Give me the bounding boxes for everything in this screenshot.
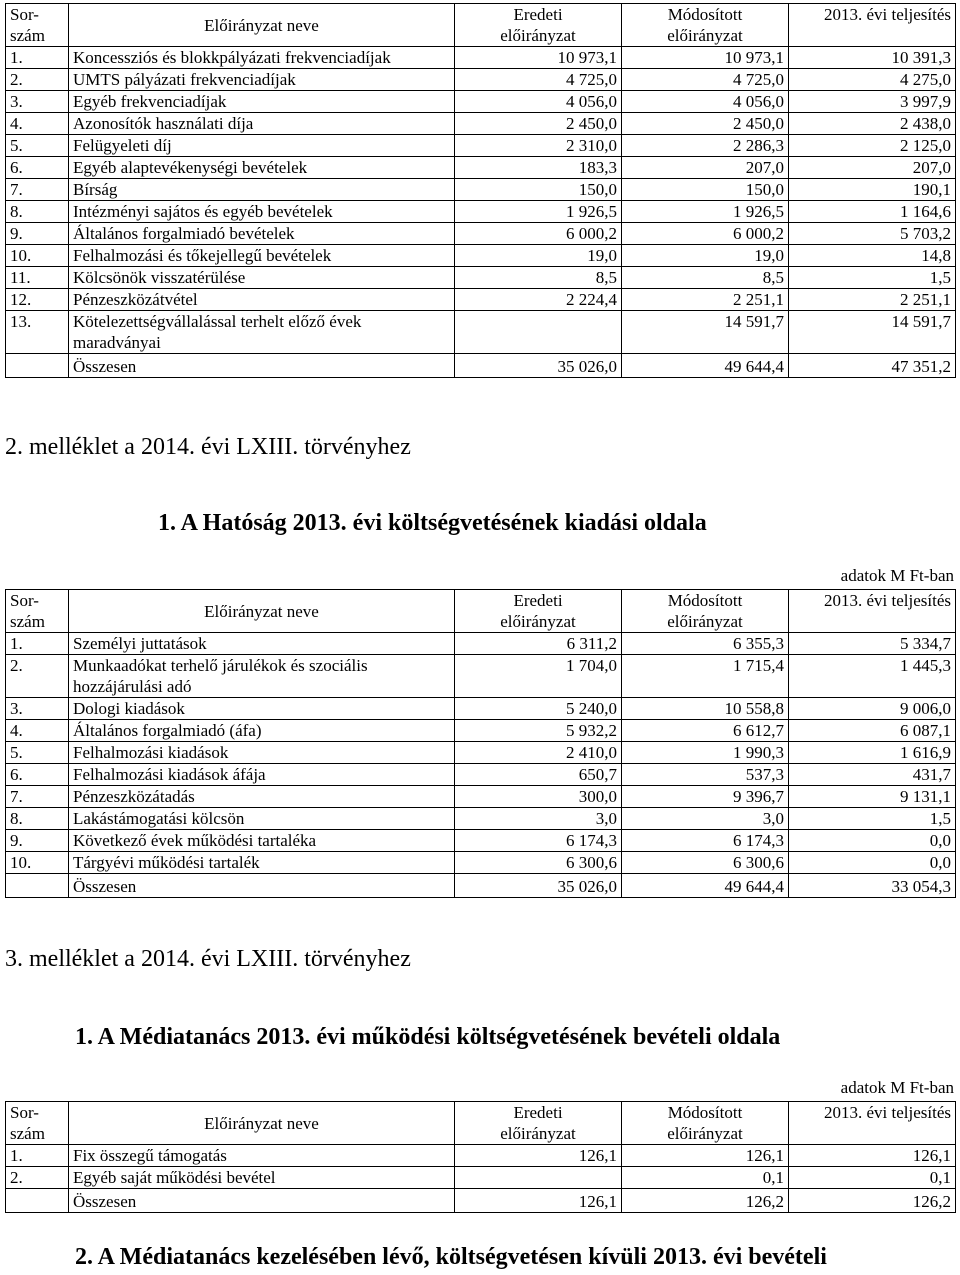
unit-label: adatok M Ft-ban bbox=[840, 566, 954, 585]
row-name: Személyi juttatások bbox=[69, 633, 455, 655]
row-teljesites: 9 131,1 bbox=[789, 786, 956, 808]
row-modositott: 2 450,0 bbox=[622, 113, 789, 135]
row-modositott: 2 286,3 bbox=[622, 135, 789, 157]
media-council-revenue-title: 1. A Médiatanács 2013. évi működési költségvetésének bevételi oldala bbox=[75, 1024, 781, 1050]
row-name: Felhalmozási és tőkejellegű bevételek bbox=[69, 245, 455, 267]
row-eredeti: 126,1 bbox=[455, 1145, 622, 1167]
revenue-table bbox=[5, 3, 956, 378]
row-number: 5. bbox=[6, 135, 69, 157]
table-row bbox=[6, 874, 956, 898]
row-modositott: 4 725,0 bbox=[622, 69, 789, 91]
table-row bbox=[6, 1189, 956, 1213]
header-sor: Sor- bbox=[10, 1103, 39, 1122]
row-eredeti: 5 932,2 bbox=[455, 720, 622, 742]
table-row bbox=[6, 655, 956, 698]
row-teljesites: 0,0 bbox=[789, 852, 956, 874]
row-teljesites: 5 334,7 bbox=[789, 633, 956, 655]
header-teljesites: 2013. évi teljesítés bbox=[789, 590, 956, 633]
row-eredeti bbox=[455, 1167, 622, 1189]
row-teljesites: 14,8 bbox=[789, 245, 956, 267]
row-eredeti bbox=[455, 311, 622, 354]
table-row bbox=[6, 633, 956, 655]
row-number: 6. bbox=[6, 764, 69, 786]
table-row bbox=[6, 742, 956, 764]
header-modositott-1: Módosított bbox=[667, 5, 743, 24]
row-name: Kötelezettségvállalással terhelt előző évek maradványai bbox=[69, 311, 455, 354]
table-row bbox=[6, 1167, 956, 1189]
row-number: 2. bbox=[6, 69, 69, 91]
row-modositott: 1 715,4 bbox=[622, 655, 789, 698]
row-modositott: 10 973,1 bbox=[622, 47, 789, 69]
row-teljesites: 0,0 bbox=[789, 830, 956, 852]
header-sorszam bbox=[6, 4, 69, 47]
row-name: Tárgyévi működési tartalék bbox=[69, 852, 455, 874]
header-modositott-2: előirányzat bbox=[667, 612, 743, 631]
header-row bbox=[6, 1102, 956, 1145]
row-eredeti: 35 026,0 bbox=[455, 354, 622, 378]
media-council-off-budget-title: 2. A Médiatanács kezelésében lévő, költségvetésen kívüli 2013. évi bevételi bbox=[75, 1244, 827, 1270]
row-modositott: 49 644,4 bbox=[622, 354, 789, 378]
header-teljesites: 2013. évi teljesítés bbox=[789, 1102, 956, 1145]
row-modositott: 1 990,3 bbox=[622, 742, 789, 764]
row-number bbox=[6, 1189, 69, 1213]
row-number: 6. bbox=[6, 157, 69, 179]
header-eredeti-1: Eredeti bbox=[513, 1103, 563, 1122]
row-eredeti: 6 300,6 bbox=[455, 852, 622, 874]
row-modositott: 3,0 bbox=[622, 808, 789, 830]
row-teljesites: 1 445,3 bbox=[789, 655, 956, 698]
row-number: 9. bbox=[6, 830, 69, 852]
row-name: Általános forgalmiadó bevételek bbox=[69, 223, 455, 245]
row-teljesites: 2 251,1 bbox=[789, 289, 956, 311]
row-name: Összesen bbox=[69, 1189, 455, 1213]
header-modositott bbox=[622, 590, 789, 633]
row-modositott: 126,2 bbox=[622, 1189, 789, 1213]
row-teljesites: 33 054,3 bbox=[789, 874, 956, 898]
header-eredeti-2: előirányzat bbox=[500, 612, 576, 631]
row-eredeti: 8,5 bbox=[455, 267, 622, 289]
table-row bbox=[6, 720, 956, 742]
unit-label: adatok M Ft-ban bbox=[840, 1078, 954, 1097]
row-eredeti: 5 240,0 bbox=[455, 698, 622, 720]
row-teljesites: 2 125,0 bbox=[789, 135, 956, 157]
row-teljesites: 3 997,9 bbox=[789, 91, 956, 113]
row-modositott: 6 300,6 bbox=[622, 852, 789, 874]
header-eredeti bbox=[455, 1102, 622, 1145]
annex-3-heading: 3. melléklet a 2014. évi LXIII. törvényhez bbox=[5, 946, 411, 972]
row-number bbox=[6, 354, 69, 378]
row-teljesites: 4 275,0 bbox=[789, 69, 956, 91]
header-name: Előirányzat neve bbox=[69, 4, 455, 47]
row-eredeti: 10 973,1 bbox=[455, 47, 622, 69]
row-eredeti: 1 704,0 bbox=[455, 655, 622, 698]
row-eredeti: 6 174,3 bbox=[455, 830, 622, 852]
table-row bbox=[6, 69, 956, 91]
row-modositott: 6 612,7 bbox=[622, 720, 789, 742]
row-number: 1. bbox=[6, 633, 69, 655]
row-number: 3. bbox=[6, 698, 69, 720]
table-row bbox=[6, 157, 956, 179]
row-name: Kölcsönök visszatérülése bbox=[69, 267, 455, 289]
row-teljesites: 14 591,7 bbox=[789, 311, 956, 354]
row-name: Pénzeszközátvétel bbox=[69, 289, 455, 311]
row-number: 10. bbox=[6, 852, 69, 874]
row-teljesites: 1,5 bbox=[789, 808, 956, 830]
header-modositott bbox=[622, 4, 789, 47]
row-name: Dologi kiadások bbox=[69, 698, 455, 720]
row-name: Pénzeszközátadás bbox=[69, 786, 455, 808]
row-teljesites: 190,1 bbox=[789, 179, 956, 201]
table-row bbox=[6, 245, 956, 267]
header-modositott-1: Módosított bbox=[667, 1103, 743, 1122]
table-row bbox=[6, 808, 956, 830]
header-modositott-2: előirányzat bbox=[667, 1124, 743, 1143]
row-modositott: 4 056,0 bbox=[622, 91, 789, 113]
table-row bbox=[6, 311, 956, 354]
row-modositott: 0,1 bbox=[622, 1167, 789, 1189]
row-eredeti: 300,0 bbox=[455, 786, 622, 808]
row-eredeti: 126,1 bbox=[455, 1189, 622, 1213]
header-row bbox=[6, 4, 956, 47]
row-teljesites: 2 438,0 bbox=[789, 113, 956, 135]
row-name: Munkaadókat terhelő járulékok és szociális hozzájárulási adó bbox=[69, 655, 455, 698]
row-teljesites: 9 006,0 bbox=[789, 698, 956, 720]
table-row bbox=[6, 354, 956, 378]
row-number: 11. bbox=[6, 267, 69, 289]
header-sor: Sor- bbox=[10, 5, 39, 24]
row-modositott: 49 644,4 bbox=[622, 874, 789, 898]
row-name: Felhalmozási kiadások bbox=[69, 742, 455, 764]
row-modositott: 6 355,3 bbox=[622, 633, 789, 655]
expenditure-table bbox=[5, 589, 956, 898]
table-row bbox=[6, 113, 956, 135]
table-row bbox=[6, 179, 956, 201]
row-number: 13. bbox=[6, 311, 69, 354]
row-number bbox=[6, 874, 69, 898]
row-eredeti: 6 000,2 bbox=[455, 223, 622, 245]
table-row bbox=[6, 830, 956, 852]
row-number: 8. bbox=[6, 201, 69, 223]
row-teljesites: 0,1 bbox=[789, 1167, 956, 1189]
row-modositott: 9 396,7 bbox=[622, 786, 789, 808]
header-eredeti-1: Eredeti bbox=[513, 591, 563, 610]
row-eredeti: 6 311,2 bbox=[455, 633, 622, 655]
row-number: 4. bbox=[6, 113, 69, 135]
table-row bbox=[6, 135, 956, 157]
row-teljesites: 207,0 bbox=[789, 157, 956, 179]
header-eredeti-2: előirányzat bbox=[500, 1124, 576, 1143]
header-row bbox=[6, 590, 956, 633]
table-row bbox=[6, 1145, 956, 1167]
row-number: 1. bbox=[6, 47, 69, 69]
row-modositott: 2 251,1 bbox=[622, 289, 789, 311]
row-name: Összesen bbox=[69, 354, 455, 378]
row-name: Általános forgalmiadó (áfa) bbox=[69, 720, 455, 742]
row-eredeti: 4 056,0 bbox=[455, 91, 622, 113]
row-name: Összesen bbox=[69, 874, 455, 898]
row-number: 5. bbox=[6, 742, 69, 764]
row-modositott: 207,0 bbox=[622, 157, 789, 179]
row-name: Fix összegű támogatás bbox=[69, 1145, 455, 1167]
row-teljesites: 1 164,6 bbox=[789, 201, 956, 223]
row-teljesites: 126,2 bbox=[789, 1189, 956, 1213]
row-number: 7. bbox=[6, 179, 69, 201]
row-eredeti: 1 926,5 bbox=[455, 201, 622, 223]
row-modositott: 150,0 bbox=[622, 179, 789, 201]
row-teljesites: 1 616,9 bbox=[789, 742, 956, 764]
header-sorszam bbox=[6, 590, 69, 633]
row-modositott: 126,1 bbox=[622, 1145, 789, 1167]
row-modositott: 10 558,8 bbox=[622, 698, 789, 720]
row-modositott: 14 591,7 bbox=[622, 311, 789, 354]
row-name: Intézményi sajátos és egyéb bevételek bbox=[69, 201, 455, 223]
row-modositott: 537,3 bbox=[622, 764, 789, 786]
header-modositott-2: előirányzat bbox=[667, 26, 743, 45]
annex-2-heading: 2. melléklet a 2014. évi LXIII. törvényhez bbox=[5, 434, 411, 460]
table-row bbox=[6, 91, 956, 113]
header-eredeti-2: előirányzat bbox=[500, 26, 576, 45]
row-eredeti: 3,0 bbox=[455, 808, 622, 830]
row-number: 7. bbox=[6, 786, 69, 808]
header-szam: szám bbox=[10, 1124, 45, 1143]
row-number: 1. bbox=[6, 1145, 69, 1167]
row-eredeti: 19,0 bbox=[455, 245, 622, 267]
table-row bbox=[6, 267, 956, 289]
row-modositott: 6 000,2 bbox=[622, 223, 789, 245]
table-row bbox=[6, 698, 956, 720]
row-teljesites: 47 351,2 bbox=[789, 354, 956, 378]
row-teljesites: 1,5 bbox=[789, 267, 956, 289]
header-sor: Sor- bbox=[10, 591, 39, 610]
header-szam: szám bbox=[10, 26, 45, 45]
row-eredeti: 2 410,0 bbox=[455, 742, 622, 764]
row-eredeti: 35 026,0 bbox=[455, 874, 622, 898]
row-number: 8. bbox=[6, 808, 69, 830]
row-teljesites: 6 087,1 bbox=[789, 720, 956, 742]
row-number: 9. bbox=[6, 223, 69, 245]
row-number: 3. bbox=[6, 91, 69, 113]
table-row bbox=[6, 201, 956, 223]
row-name: Egyéb saját működési bevétel bbox=[69, 1167, 455, 1189]
row-name: UMTS pályázati frekvenciadíjak bbox=[69, 69, 455, 91]
header-modositott-1: Módosított bbox=[667, 591, 743, 610]
media-council-revenue-table bbox=[5, 1101, 956, 1213]
table-row bbox=[6, 786, 956, 808]
row-number: 2. bbox=[6, 1167, 69, 1189]
row-number: 4. bbox=[6, 720, 69, 742]
header-name: Előirányzat neve bbox=[69, 1102, 455, 1145]
header-name: Előirányzat neve bbox=[69, 590, 455, 633]
row-eredeti: 183,3 bbox=[455, 157, 622, 179]
row-name: Azonosítók használati díja bbox=[69, 113, 455, 135]
row-eredeti: 150,0 bbox=[455, 179, 622, 201]
header-eredeti bbox=[455, 590, 622, 633]
row-name: Egyéb frekvenciadíjak bbox=[69, 91, 455, 113]
row-eredeti: 4 725,0 bbox=[455, 69, 622, 91]
row-modositott: 1 926,5 bbox=[622, 201, 789, 223]
table-row bbox=[6, 47, 956, 69]
header-szam: szám bbox=[10, 612, 45, 631]
table-row bbox=[6, 852, 956, 874]
row-modositott: 8,5 bbox=[622, 267, 789, 289]
row-eredeti: 2 224,4 bbox=[455, 289, 622, 311]
row-number: 10. bbox=[6, 245, 69, 267]
authority-expenditure-title: 1. A Hatóság 2013. évi költségvetésének kiadási oldala bbox=[158, 510, 707, 536]
row-name: Következő évek működési tartaléka bbox=[69, 830, 455, 852]
table-row bbox=[6, 764, 956, 786]
row-name: Egyéb alaptevékenységi bevételek bbox=[69, 157, 455, 179]
header-eredeti bbox=[455, 4, 622, 47]
row-teljesites: 126,1 bbox=[789, 1145, 956, 1167]
header-eredeti-1: Eredeti bbox=[513, 5, 563, 24]
header-teljesites: 2013. évi teljesítés bbox=[789, 4, 956, 47]
row-modositott: 6 174,3 bbox=[622, 830, 789, 852]
row-teljesites: 431,7 bbox=[789, 764, 956, 786]
row-eredeti: 2 450,0 bbox=[455, 113, 622, 135]
row-number: 2. bbox=[6, 655, 69, 698]
row-name: Bírság bbox=[69, 179, 455, 201]
row-modositott: 19,0 bbox=[622, 245, 789, 267]
header-sorszam bbox=[6, 1102, 69, 1145]
row-name: Felügyeleti díj bbox=[69, 135, 455, 157]
row-eredeti: 650,7 bbox=[455, 764, 622, 786]
row-name: Koncessziós és blokkpályázati frekvenciadíjak bbox=[69, 47, 455, 69]
row-teljesites: 5 703,2 bbox=[789, 223, 956, 245]
row-name: Lakástámogatási kölcsön bbox=[69, 808, 455, 830]
table-row bbox=[6, 223, 956, 245]
row-number: 12. bbox=[6, 289, 69, 311]
row-name: Felhalmozási kiadások áfája bbox=[69, 764, 455, 786]
table-row bbox=[6, 289, 956, 311]
row-eredeti: 2 310,0 bbox=[455, 135, 622, 157]
row-teljesites: 10 391,3 bbox=[789, 47, 956, 69]
header-modositott bbox=[622, 1102, 789, 1145]
